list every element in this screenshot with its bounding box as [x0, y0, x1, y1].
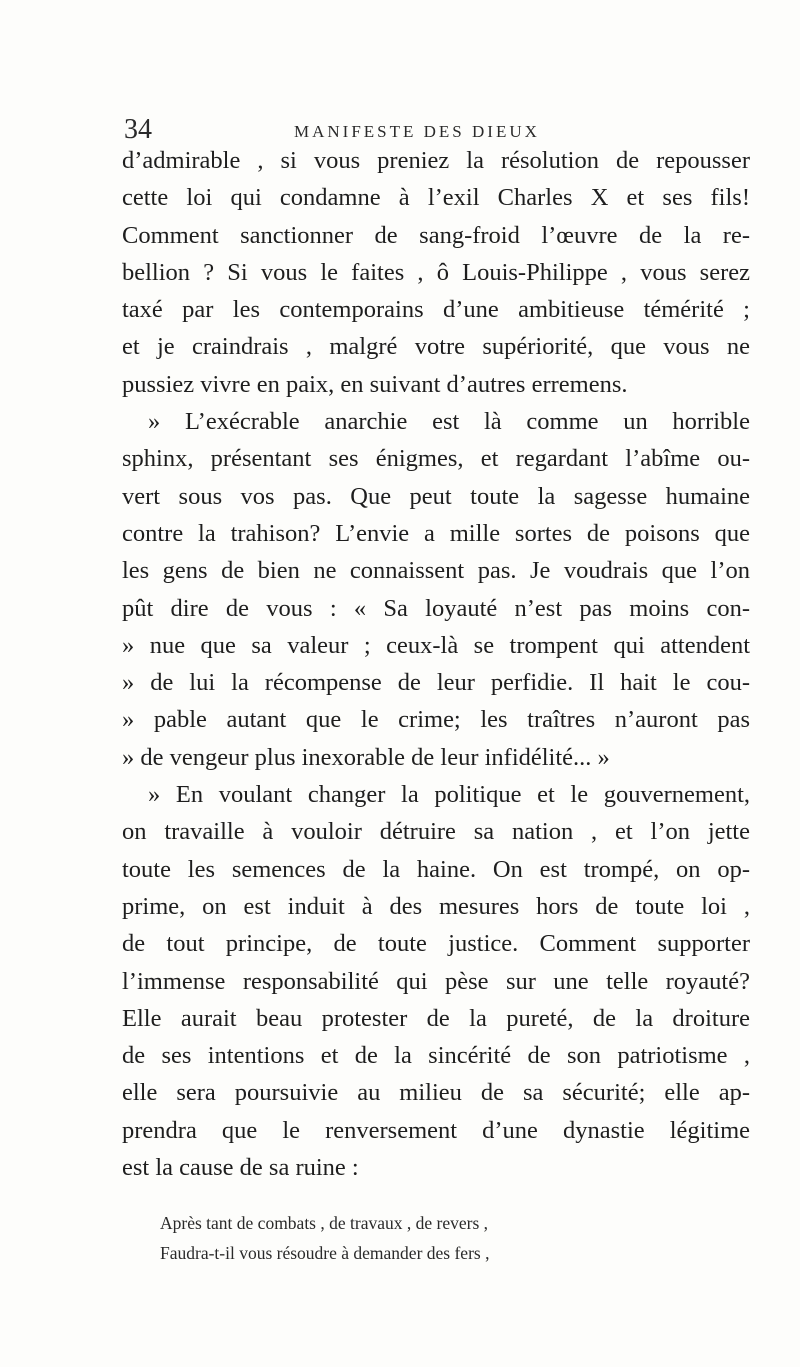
text-line: et je craindrais , malgré votre supériorité, que vous ne — [122, 333, 750, 361]
text-line: sphinx, présentant ses énigmes, et regardant l’abîme ou- — [122, 445, 750, 473]
text-line: d’admirable , si vous preniez la résolution de repousser — [122, 147, 750, 174]
text-line: pussiez vivre en paix, en suivant d’autres erremens. — [122, 370, 628, 398]
text-line: » nue que sa valeur ; ceux-là se trompent qui attendent — [122, 631, 750, 659]
text-line: » pable autant que le crime; les traîtres n’auront pas — [122, 706, 750, 734]
text-line: bellion ? Si vous le faites , ô Louis-Philippe , vous serez — [122, 258, 750, 286]
text-line: pût dire de vous : « Sa loyauté n’est pas moins con- — [122, 594, 750, 622]
text-line: vert sous vos pas. Que peut toute la sagesse humaine — [122, 482, 750, 510]
verse-line: Après tant de combats , de travaux , de revers , — [160, 1213, 489, 1233]
verse-line: Faudra-t-il vous résoudre à demander des fers , — [160, 1243, 490, 1263]
text-line: les gens de bien ne connaissent pas. Je voudrais que l’on — [122, 557, 750, 585]
text-line: est la cause de sa ruine : — [122, 1154, 359, 1182]
text-line: de ses intentions et de la sincérité de son patriotisme , — [122, 1042, 750, 1070]
text-line: cette loi qui condamne à l’exil Charles X et ses fils! — [122, 184, 750, 212]
text-line: » L’exécrable anarchie est là comme un horrible — [148, 408, 750, 436]
text-line: Elle aurait beau protester de la pureté, de la droiture — [122, 1004, 750, 1032]
text-line: prime, on est induit à des mesures hors de toute loi , — [122, 892, 750, 920]
text-line: » de lui la récompense de leur perfidie. Il hait le cou- — [122, 669, 750, 697]
text-line: de tout principe, de toute justice. Comment supporter — [122, 930, 750, 958]
text-line: l’immense responsabilité qui pèse sur une telle royauté? — [122, 967, 750, 995]
body-text — [122, 142, 750, 1186]
text-line: » En voulant changer la politique et le gouvernement, — [148, 781, 750, 809]
text-line: Comment sanctionner de sang-froid l’œuvre de la re- — [122, 221, 750, 249]
text-line: elle sera poursuivie au milieu de sa sécurité; elle ap- — [122, 1079, 750, 1107]
text-line: contre la trahison? L’envie a mille sortes de poisons que — [122, 519, 750, 547]
text-line: on travaille à vouloir détruire sa nation , et l’on jette — [122, 818, 750, 846]
page-number: 34 — [124, 114, 152, 145]
text-line: » de vengeur plus inexorable de leur infidélité... » — [122, 743, 610, 771]
text-line: toute les semences de la haine. On est trompé, on op- — [122, 855, 750, 883]
text-line: taxé par les contemporains d’une ambitieuse témérité ; — [122, 296, 750, 324]
text-line: prendra que le renversement d’une dynastie légitime — [122, 1116, 750, 1144]
running-title: MANIFESTE DES DIEUX — [294, 122, 540, 141]
verse-quotation — [160, 1208, 620, 1268]
